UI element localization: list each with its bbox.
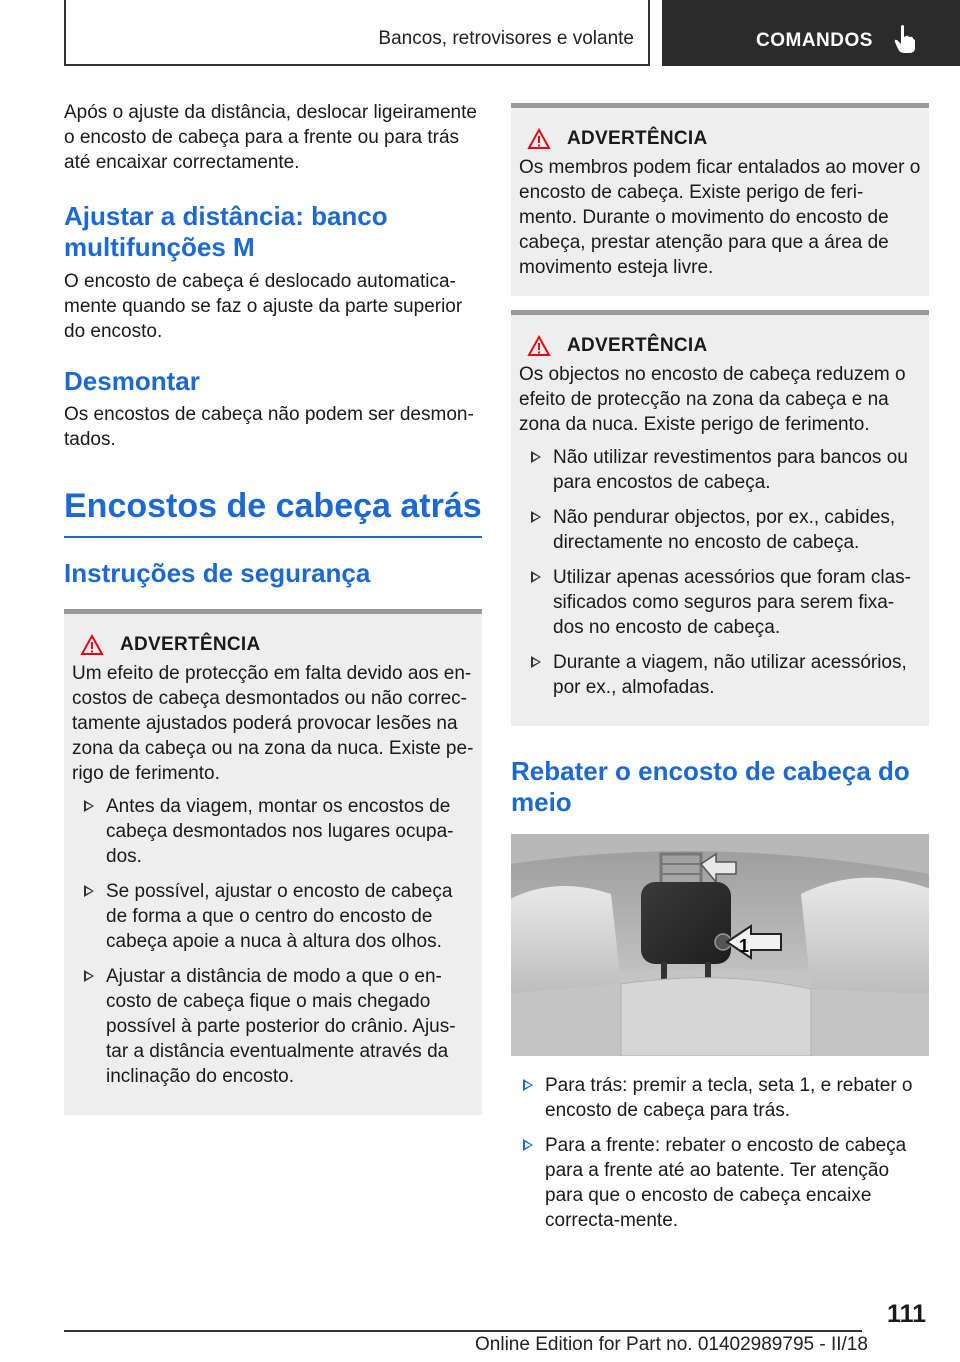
list-item: Ajustar a distância de modo a que o en-costo de cabeça fique o mais chegado possível à parte posterior do crânio. Ajus-tar a distância eventualmente através da inclinação do encosto. bbox=[72, 964, 474, 1089]
list-item: Antes da viagem, montar os encostos de cabeça desmontados nos lugares ocupa-dos. bbox=[72, 794, 474, 869]
list-item: Durante a viagem, não utilizar acessórios, por ex., almofadas. bbox=[519, 650, 921, 700]
bullet-triangle-icon bbox=[84, 885, 94, 897]
warning-box-pinch bbox=[511, 103, 929, 296]
bullet-triangle-icon bbox=[531, 571, 541, 583]
warning-title bbox=[72, 632, 474, 657]
warning-title-text: ADVERTÊNCIA bbox=[120, 634, 261, 655]
warning-text: Um efeito de protecção em falta devido aos en-costos de cabeça desmontados ou não correc-tamente ajustados poderá provocar lesões na zona da cabeça ou na zona da nuca. Existe pe-rigo de ferimento. bbox=[72, 663, 474, 784]
hand-pointer-icon bbox=[894, 24, 916, 54]
bullet-triangle-icon bbox=[523, 1079, 533, 1091]
bullet-triangle-icon bbox=[531, 656, 541, 668]
list-item: Não pendurar objectos, por ex., cabides, directamente no encosto de cabeça. bbox=[519, 505, 921, 555]
bullet-triangle-icon bbox=[531, 511, 541, 523]
bullet-triangle-icon bbox=[523, 1139, 533, 1151]
footer-rule bbox=[64, 1330, 862, 1332]
photo-callout-label: 1 bbox=[739, 936, 750, 956]
warning-list bbox=[519, 445, 921, 700]
list-item: Não utilizar revestimentos para bancos ou para encostos de cabeça. bbox=[519, 445, 921, 495]
chapter-label: COMANDOS bbox=[756, 30, 873, 51]
bullet-triangle-icon bbox=[531, 451, 541, 463]
left-column bbox=[64, 100, 482, 1115]
list-item: Se possível, ajustar o encosto de cabeça de forma a que o centro do encosto de cabeça apoie a nuca à altura dos olhos. bbox=[72, 879, 474, 954]
heading-main: Encostos de cabeça atrás bbox=[64, 487, 482, 525]
heading-rule bbox=[64, 536, 482, 538]
chapter-tab[interactable] bbox=[662, 0, 960, 66]
rear-headrest-photo bbox=[511, 834, 929, 1056]
warning-triangle-icon bbox=[527, 128, 551, 150]
warning-title bbox=[519, 126, 921, 151]
multifunction-paragraph: O encosto de cabeça é deslocado automatica-mente quando se faz o ajuste da parte superior do encosto. bbox=[64, 271, 463, 342]
bullet-triangle-icon bbox=[84, 970, 94, 982]
warning-box-objects bbox=[511, 310, 929, 726]
heading-desmontar: Desmontar bbox=[64, 366, 200, 396]
warning-triangle-icon bbox=[80, 634, 104, 656]
steps-list bbox=[511, 1073, 929, 1233]
heading-rebater: Rebater o encosto de cabeça do meio bbox=[511, 756, 910, 817]
page-number: 111 bbox=[887, 1300, 926, 1328]
intro-paragraph: Após o ajuste da distância, deslocar ligeiramente o encosto de cabeça para a frente ou para trás até encaixar correctamente. bbox=[64, 102, 477, 173]
desmontar-paragraph: Os encostos de cabeça não podem ser desmon-tados. bbox=[64, 404, 474, 450]
warning-title-text: ADVERTÊNCIA bbox=[567, 128, 708, 149]
bullet-triangle-icon bbox=[84, 800, 94, 812]
right-column bbox=[511, 103, 929, 1243]
heading-seguranca: Instruções de segurança bbox=[64, 558, 371, 588]
list-item: Para a frente: rebater o encosto de cabeça para a frente até ao batente. Ter atenção para que o encosto de cabeça encaixe correcta-mente. bbox=[511, 1133, 929, 1233]
list-item: Para trás: premir a tecla, seta 1, e rebater o encosto de cabeça para trás. bbox=[511, 1073, 929, 1123]
warning-triangle-icon bbox=[527, 335, 551, 357]
warning-list bbox=[72, 794, 474, 1089]
warning-text: Os membros podem ficar entalados ao mover o encosto de cabeça. Existe perigo de feri-mento. Durante o movimento do encosto de cabeça, prestar atenção para que a área de movimento esteja livre. bbox=[519, 157, 921, 278]
header-section-title: Bancos, retrovisores e volante bbox=[378, 28, 634, 49]
list-item: Utilizar apenas acessórios que foram clas-sificados como seguros para serem fixa-dos no encosto de cabeça. bbox=[519, 565, 921, 640]
header-section-box bbox=[64, 0, 650, 66]
heading-multifunction: Ajustar a distância: banco multifunções M bbox=[64, 201, 388, 262]
footer-edition: Online Edition for Part no. 01402989795 - II/18 bbox=[475, 1334, 868, 1355]
warning-title bbox=[519, 333, 921, 358]
warning-text: Os objectos no encosto de cabeça reduzem o efeito de protecção na zona da cabeça e na zona da nuca. Existe perigo de ferimento. bbox=[519, 364, 906, 435]
warning-box bbox=[64, 609, 482, 1115]
warning-title-text: ADVERTÊNCIA bbox=[567, 335, 708, 356]
